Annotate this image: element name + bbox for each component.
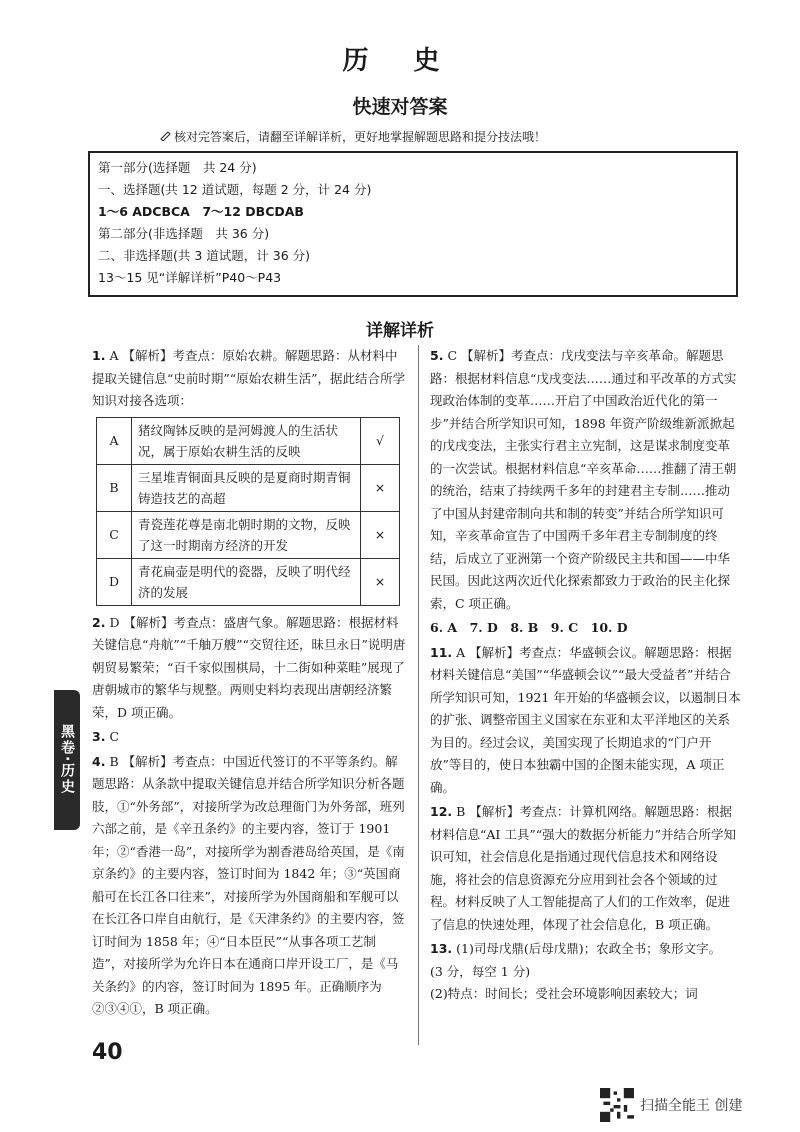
cross-mark: × — [361, 558, 400, 605]
side-tab: 黑卷·历史 — [54, 690, 80, 830]
question-3: 3. C — [92, 729, 120, 744]
table-row: B 三星堆青铜面具反映的是夏商时期青铜铸造技艺的高超 × — [97, 464, 400, 511]
quick-answer-box — [88, 151, 738, 297]
check-mark: √ — [361, 417, 400, 464]
cross-mark: × — [361, 511, 400, 558]
question-11: 11. A 【解析】考查点：华盛顿会议。解题思路：根据材料关键信息“美国”“华盛顿会议”“最大受益者”并结合所学知识可知，1921 年开始的华盛顿会议，以遏制日本的扩张、调整帝国主义国家在东亚和太平洋地区的关系为目的。经过会议，美国实现了长期追求的“门户开放”等目的，使日本独霸中国的企图未能实现，A 项正确。 — [430, 644, 741, 795]
page-number: 40 — [92, 1040, 123, 1065]
answer-line: 一、选择题(共 12 道试题，每题 2 分，计 24 分) — [98, 182, 372, 197]
column-divider — [418, 345, 419, 1045]
question-13: 13. (1)司母戊鼎(后母戊鼎)；农政全书；象形文字。 (3 分，每空 1 分) (2)特点：时间长；受社会环境影响因素较大；词 — [430, 941, 722, 1001]
left-column — [92, 345, 407, 1023]
question-2: 2. D 【解析】考查点：盛唐气象。解题思路：根据材料关键信息“舟航”“千舳万艘”“交贸往还，昧旦永日”说明唐朝贸易繁荣；“百千家似围棋局，十二街如种菜畦”展现了唐朝城市的繁华与规整。两则史料均表现出唐朝经济繁荣，D 项正确。 — [92, 614, 406, 720]
table-row: A 猪纹陶钵反映的是河姆渡人的生活状况，属于原始农耕生活的反映 √ — [97, 417, 400, 464]
question-5: 5. C 【解析】考查点：戊戌变法与辛亥革命。解题思路：根据材料信息“戊戌变法……通过和平改革的方式实现政治体制的变革……开启了中国政治近代化的第一步”并结合所学知识可知，1898 年资产阶级维新派掀起的戊戌变法，主张实行君主立宪制，这是谋求制度变革的一次尝试。根据材料信息“辛亥革命……推翻了清王朝的统治，结束了持续两千多年的封建君主专制……推动了中国从封建帝制向共和制的转变”并结合所学知识可知，辛亥革命宣告了中国两千多年君主专制制度的终结，后成立了亚洲第一个资产阶级民主共和国——中华民国。因此这两次近代化探索都致力于政治的民主化探索，C 项正确。 — [430, 348, 737, 611]
right-column — [430, 345, 742, 1008]
answer-line: 第二部分(非选择题 共 36 分) — [98, 226, 270, 241]
question-4: 4. B 【解析】考查点：中国近代签订的不平等条约。解题思路：从条款中提取关键信息并结合所学知识分析各题肢，①“外务部”，对接所学为改总理衙门为外务部，班列六部之前，是《辛丑条约》的主要内容，签订于 1901 年；②“香港一岛”，对接所学为割香港岛给英国，是《南京条约》的主要内容，签订时间为 1842 年；③“英国商船可在长江各口往来”，对接所学为外国商船和军舰可以在长江各口岸自由航行，是《天津条约》的主要内容，签订时间为 1858 年；④“日本臣民”“从事各项工艺制造”，对接所学为允许日本在通商口岸开设工厂，是《马关条约》的内容，签订时间为 1895 年。正确顺序为②③④①，B 项正确。 — [92, 753, 405, 1016]
tip-line — [160, 128, 546, 145]
tip-text: 核对完答案后，请翻至详解详析，更好地掌握解题思路和提分技法哦！ — [174, 130, 547, 144]
option-table — [96, 417, 400, 606]
table-row: D 青花扁壶是明代的瓷器，反映了明代经济的发展 × — [97, 558, 400, 605]
answer-line: 二、非选择题(共 3 道试题，计 36 分) — [98, 248, 311, 263]
answer-line: 13～15 见“详解详析”P40～P43 — [98, 270, 282, 285]
question-12: 12. B 【解析】考查点：计算机网络。解题思路：根据材料信息“AI 工具”“强大的数据分析能力”并结合所学知识可知，社会信息化是指通过现代信息技术和网络设施，将社会的信息资源充分应用到社会各个领域的过程。材料反映了人工智能提高了人们的工作效率，促进了信息的快速处理，体现了社会信息化，B 项正确。 — [430, 804, 737, 932]
watermark-text: 扫描全能王 创建 — [640, 1098, 743, 1114]
answer-line: 1～6 ADCBCA 7～12 DBCDAB — [98, 204, 304, 219]
page-subtitle: 快速对答案 — [352, 96, 448, 118]
cross-mark: × — [361, 464, 400, 511]
scanner-watermark — [600, 1088, 742, 1122]
questions-6-10: 6. A 7. D 8. B 9. C 10. D — [430, 620, 628, 635]
answer-line: 第一部分(选择题 共 24 分) — [98, 160, 257, 175]
table-row: C 青瓷莲花尊是南北朝时期的文物，反映了这一时期南方经济的开发 × — [97, 511, 400, 558]
qr-code-icon — [600, 1088, 634, 1122]
page-title: 历 史 — [342, 46, 458, 76]
pencil-hand-icon — [160, 130, 172, 144]
section-title: 详解详析 — [366, 321, 434, 341]
question-1: 1. A 【解析】考查点：原始农耕。解题思路：从材料中提取关键信息“史前时期”“原始农耕生活”，据此结合所学知识对接各选项： — [92, 348, 406, 408]
